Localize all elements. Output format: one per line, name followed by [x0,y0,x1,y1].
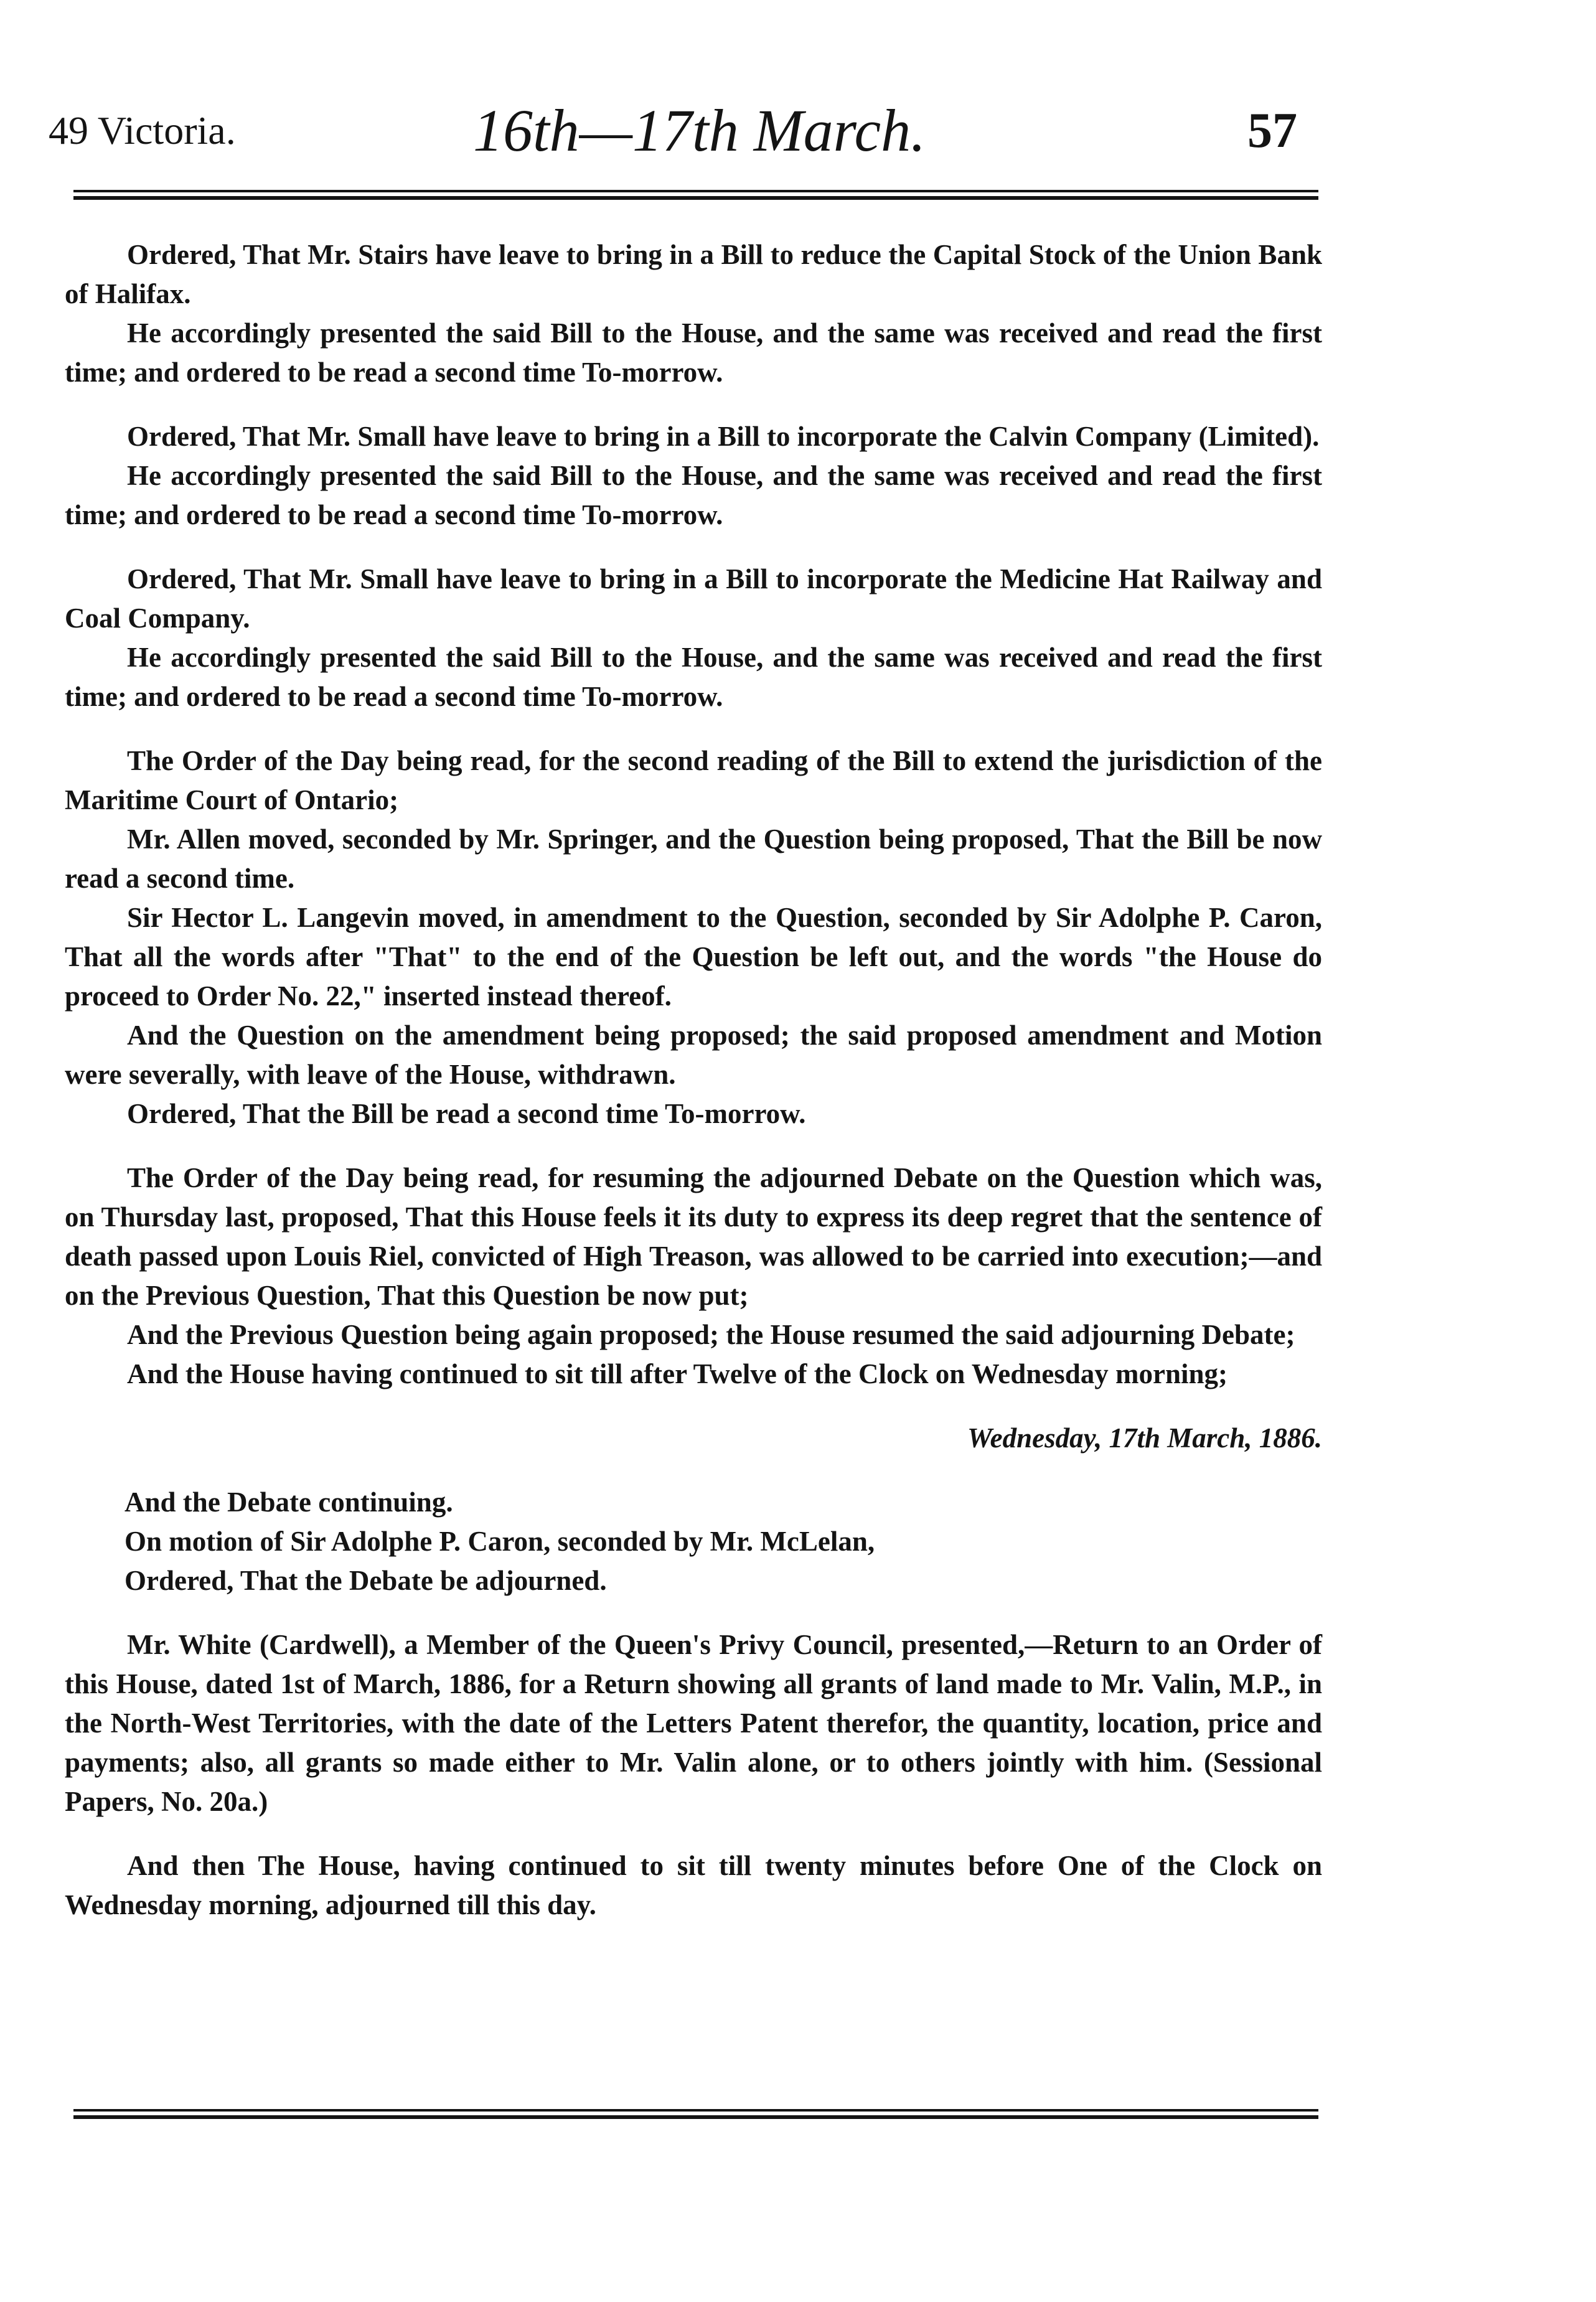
header-rule-thick [73,196,1318,200]
page-date-title: 16th—17th March. [473,97,926,164]
paragraph-19: And then The House, having continued to sit till twenty minutes before One of the Clock on Wednesday morning, adjourned till this day. [65,1850,1322,1920]
paragraph-11: Ordered, That the Bill be read a second time To-morrow. [127,1098,806,1129]
paragraph-9: Sir Hector L. Langevin moved, in amendment to the Question, seconded by Sir Adolphe P. Caron, That all the words after "That" to the end of the Question be left out, and the words "the House do proceed to Order No. 22," inserted instead thereof. [65,902,1322,1012]
journal-body [65,235,1322,1950]
paragraph-10: And the Question on the amendment being proposed; the said proposed amendment and Motion were severally, with leave of the House, withdrawn. [65,1020,1322,1090]
paragraph-17: Ordered, That the Debate be adjourned. [124,1565,607,1596]
paragraph-3: Ordered, That Mr. Small have leave to bring in a Bill to incorporate the Calvin Company (Limited). [127,421,1320,452]
date-heading: Wednesday, 17th March, 1886. [967,1422,1322,1454]
page-number: 57 [1247,103,1297,158]
paragraph-5: Ordered, That Mr. Small have leave to bring in a Bill to incorporate the Medicine Hat Railway and Coal Company. [65,563,1322,634]
header-rule-thin [73,190,1318,192]
footer-rule-thin [73,2109,1318,2112]
paragraph-2: He accordingly presented the said Bill to the House, and the same was received and read the first time; and ordered to be read a second time To-morrow. [65,317,1322,388]
paragraph-8: Mr. Allen moved, seconded by Mr. Springer, and the Question being proposed, That the Bill be now read a second time. [65,824,1322,894]
paragraph-15: And the Debate continuing. [124,1487,453,1518]
paragraph-12: The Order of the Day being read, for resuming the adjourned Debate on the Question which was, on Thursday last, proposed, That this House feels it its duty to express its deep regret that the sentence of death passed upon Louis Riel, convicted of High Treason, was allowed to be carried into execution;—and on the Previous Question, That this Question be now put; [65,1162,1322,1311]
paragraph-16: On motion of Sir Adolphe P. Caron, seconded by Mr. McLelan, [124,1526,875,1557]
paragraph-18: Mr. White (Cardwell), a Member of the Queen's Privy Council, presented,—Return to an Order of this House, dated 1st of March, 1886, for a Return showing all grants of land made to Mr. Valin, M.P., in the North-West Territories, with the date of the Letters Patent therefor, the quantity, location, price and payments; also, all grants so made either to Mr. Valin alone, or to others jointly with him. (Sessional Papers, No. 20a.) [65,1629,1322,1817]
volume-label: 49 Victoria. [49,108,236,153]
paragraph-14: And the House having continued to sit till after Twelve of the Clock on Wednesday morning; [127,1358,1228,1389]
paragraph-1: Ordered, That Mr. Stairs have leave to bring in a Bill to reduce the Capital Stock of the Union Bank of Halifax. [65,239,1322,309]
paragraph-4: He accordingly presented the said Bill to the House, and the same was received and read the first time; and ordered to be read a second time To-morrow. [65,460,1322,530]
footer-rule-thick [73,2115,1318,2119]
paragraph-13: And the Previous Question being again proposed; the House resumed the said adjourning Debate; [127,1319,1295,1350]
paragraph-7: The Order of the Day being read, for the second reading of the Bill to extend the jurisdiction of the Maritime Court of Ontario; [65,745,1322,815]
paragraph-6: He accordingly presented the said Bill to the House, and the same was received and read the first time; and ordered to be read a second time To-morrow. [65,642,1322,712]
